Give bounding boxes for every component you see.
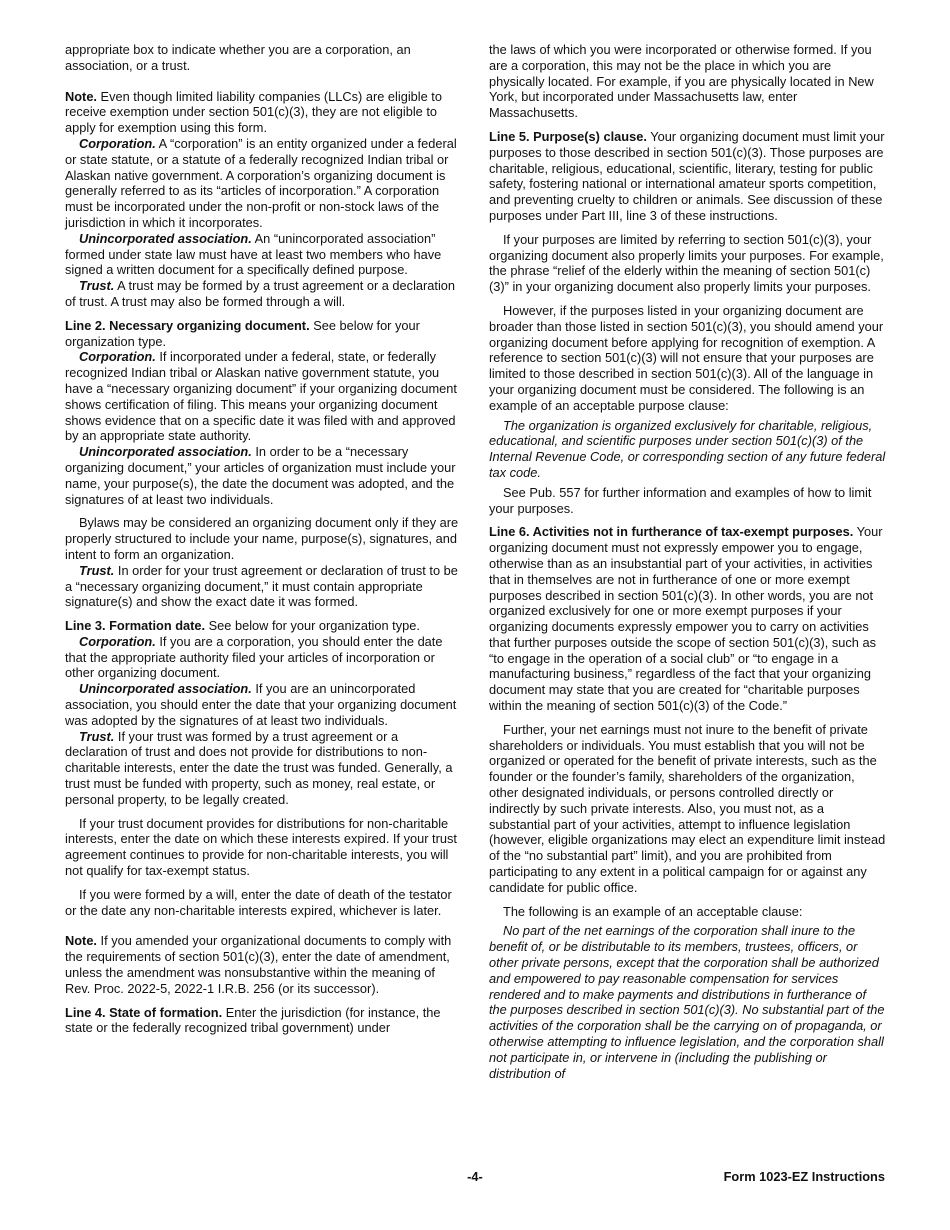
line5-paragraph: See Pub. 557 for further information and examples of how to limit your purposes.: [489, 484, 872, 516]
left-column: [65, 42, 463, 1036]
line2-trust: [65, 563, 463, 610]
form-name: Form 1023-EZ Instructions: [723, 1169, 885, 1184]
line3-trust: [65, 729, 463, 808]
line6-paragraph: The following is an example of an acceptable clause:: [503, 903, 803, 919]
body-text: Your organizing document must not expressly empower you to engage, otherwise than as an insubstantial part of your activities, in activities that in themselves are not in furtherance of one or more exempt purposes described in section 501(c)(3). In other words, you are not organized exclusively for one or more exempt purposes if your organizing documents expressly empower you to carry on activities that further purposes outside the scope of section 501(c)(3), such as “to engage in the operation of a social club” or “to engage in a manufacturing business,” regardless of the fact that your organizing document may state that you are created for “charitable purposes within the meaning of section 501(c)(3) of the Code.”: [489, 524, 883, 714]
line5-paragraph: However, if the purposes listed in your organizing document are broader than those listed in section 501(c)(3), you should amend your organizing document before applying for recognition of exemption. A reference to section 501(c)(3) will not ensure that your purposes are limited to those described in section 501(c)(3). All of the language in your organizing document must be considered. The following is an example of an acceptable purpose clause:: [489, 302, 884, 413]
note-text: Even though limited liability companies (LLCs) are eligible to receive exemption under section 501(c)(3), they are not eligible to apply for exemption using this form.: [65, 88, 442, 136]
example-clause: No part of the net earnings of the corporation shall inure to the benefit of, or be distributable to its members, trustees, officers, or other private persons, except that the corporation shall be authorized and empowered to pay reasonable compensation for services rendered and to make payments and distributions in furtherance of the purposes described in section 501(c)(3). No substantial part of the activities of the corporation shall be the carrying on of propaganda, or otherwise attempting to influence legislation, and the corporation shall not participate in, or intervene in (including the publishing or distribution of: [489, 923, 885, 1081]
section-heading: Line 5. Purpose(s) clause.: [489, 128, 647, 144]
line2-corporation: [65, 349, 463, 444]
body-text: An “unincorporated association” formed under state law must have at least two members who have signed a written document for a specifically defined purpose.: [65, 230, 442, 278]
run-in-heading: Corporation.: [79, 349, 156, 365]
run-in-heading: Unincorporated association.: [79, 444, 252, 460]
corporation-paragraph: [65, 136, 463, 231]
section-heading: Line 3. Formation date.: [65, 618, 206, 634]
body-text: Your organizing document must limit your purposes to those described in section 501(c)(3). Those purposes are charitable, religious, educational, scientific, literary, testing for public safety, fostering national or international amateur sports competition, and preventing cruelty to children or animals. See discussion of these purposes under Part III, line 3 of these instructions.: [489, 128, 885, 223]
line2-unincorporated: [65, 444, 463, 507]
run-in-heading: Corporation.: [79, 135, 156, 151]
line2-bylaws: Bylaws may be considered an organizing document only if they are properly structured to include your name, purpose(s), signatures, and intent to form an organization.: [65, 515, 459, 562]
line5-paragraph: If your purposes are limited by referring to section 501(c)(3), your organizing document also properly limits your purposes. For example, the phrase “relief of the elderly within the meaning of section 501(c)(3)” in your organizing document also properly limits your purposes.: [489, 231, 884, 295]
section-heading: Line 6. Activities not in furtherance of tax-exempt purposes.: [489, 524, 854, 540]
trust-paragraph: [65, 278, 463, 310]
line6-paragraph: Further, your net earnings must not inure to the benefit of private shareholders or individuals. You must establish that you will not be organized or operated for the benefit of private interests, such as the founder or the founder’s family, shareholders of the organization, other designated individuals, or persons controlled directly or indirectly by such private interests. Also, you must not, as a substantial part of your activities, attempt to influence legislation (however, eligible organizations may elect an expenditure limit instead of the “no substantial part” limit), and you are prohibited from participating to any extent in a political campaign for or against any candidate for public office.: [489, 721, 886, 895]
section-heading: Line 4. State of formation.: [65, 1004, 223, 1020]
line3-corporation: [65, 634, 463, 681]
note-label: Note.: [65, 933, 97, 949]
body-text: See below for your organization type.: [205, 618, 420, 634]
line3-unincorporated: [65, 681, 463, 728]
unincorporated-paragraph: [65, 231, 463, 278]
note-paragraph: [65, 89, 463, 136]
body-text: In order to be a “necessary organizing document,” your articles of organization must include your name, your purpose(s), the date the document was adopted, and the signatures of at least two individuals.: [65, 444, 456, 507]
paragraph: the laws of which you were incorporated or otherwise formed. If you are a corporation, this may not be the place in which you are physically located. For example, if you are physically located in New York, but incorporated under Massachusetts law, enter Massachusetts.: [489, 42, 874, 121]
run-in-heading: Trust.: [79, 728, 115, 744]
line5-section: [489, 129, 887, 224]
body-text: If your trust was formed by a trust agreement or a declaration of trust and does not provide for distributions to non-charitable interests, enter the date the trust was funded. Generally, a trust must be funded with property, such as money, real estate, or personal property, to be legally created.: [65, 728, 453, 807]
page-number: -4-: [467, 1169, 483, 1184]
body-text: If you are a corporation, you should enter the date that the appropriate authority filed your articles of incorporation or other organizing document.: [65, 633, 443, 681]
line6-section: [489, 524, 887, 714]
body-text: If incorporated under a federal, state, or federally recognized Indian tribal or Alaskan native government statute, you have a “necessary organizing document” if your organizing document shows certification of filing. This means your organizing document shows evidence that on a specific date it was filed with and approved by an appropriate state authority.: [65, 349, 457, 444]
right-column: [489, 42, 887, 1081]
body-text: A “corporation” is an entity organized under a federal or state statute, or a statute of a federally recognized Indian tribal or Alaskan native government. A corporation’s organizing document is generally referred to as its “articles of incorporation.” A corporation must be incorporated under the non-profit or non-stock laws of the jurisdiction in which it incorporates.: [65, 135, 457, 230]
example-clause: The organization is organized exclusively for charitable, religious, educational, and scientific purposes under section 501(c)(3) of the Internal Revenue Code, or corresponding section of any future federal tax code.: [489, 417, 886, 480]
line3-trust-distributions: If your trust document provides for distributions for non-charitable interests, enter the date on which these interests expired. If your trust agreement continues to provide for non-charitable interests, you will not qualify for tax-exempt status.: [65, 815, 457, 879]
line3-section: [65, 618, 463, 634]
page-footer: [65, 1169, 885, 1185]
body-text: In order for your trust agreement or declaration of trust to be a “necessary organizing document,” it must contain appropriate signature(s) and show the exact date it was formed.: [65, 562, 458, 610]
note-text: If you amended your organizational documents to comply with the requirements of section 501(c)(3), enter the date of amendment, unless the amendment was nonsubstantive within the meaning of Rev. Proc. 2022-5, 2022-1 I.R.B. 256 (or its successor).: [65, 933, 452, 996]
line2-section: [65, 318, 463, 350]
line4-section: [65, 1005, 463, 1037]
run-in-heading: Trust.: [79, 278, 115, 294]
section-heading: Line 2. Necessary organizing document.: [65, 317, 310, 333]
note-paragraph: [65, 933, 463, 996]
run-in-heading: Unincorporated association.: [79, 230, 252, 246]
body-text: A trust may be formed by a trust agreement or a declaration of trust. A trust may also be formed through a will.: [65, 278, 456, 309]
run-in-heading: Unincorporated association.: [79, 681, 252, 697]
body-text: See below for your organization type.: [65, 317, 420, 349]
run-in-heading: Trust.: [79, 562, 115, 578]
body-text: If you are an unincorporated association, you should enter the date that your organizing document was adopted by the signatures of at least two individuals.: [65, 681, 457, 728]
paragraph: appropriate box to indicate whether you are a corporation, an association, or a trust.: [65, 42, 411, 73]
body-text: Enter the jurisdiction (for instance, the state or the federally recognized tribal government) under: [65, 1004, 441, 1036]
note-label: Note.: [65, 88, 97, 104]
run-in-heading: Corporation.: [79, 633, 156, 649]
line3-will: If you were formed by a will, enter the date of death of the testator or the date any non-charitable interests expired, whichever is later.: [65, 886, 452, 918]
